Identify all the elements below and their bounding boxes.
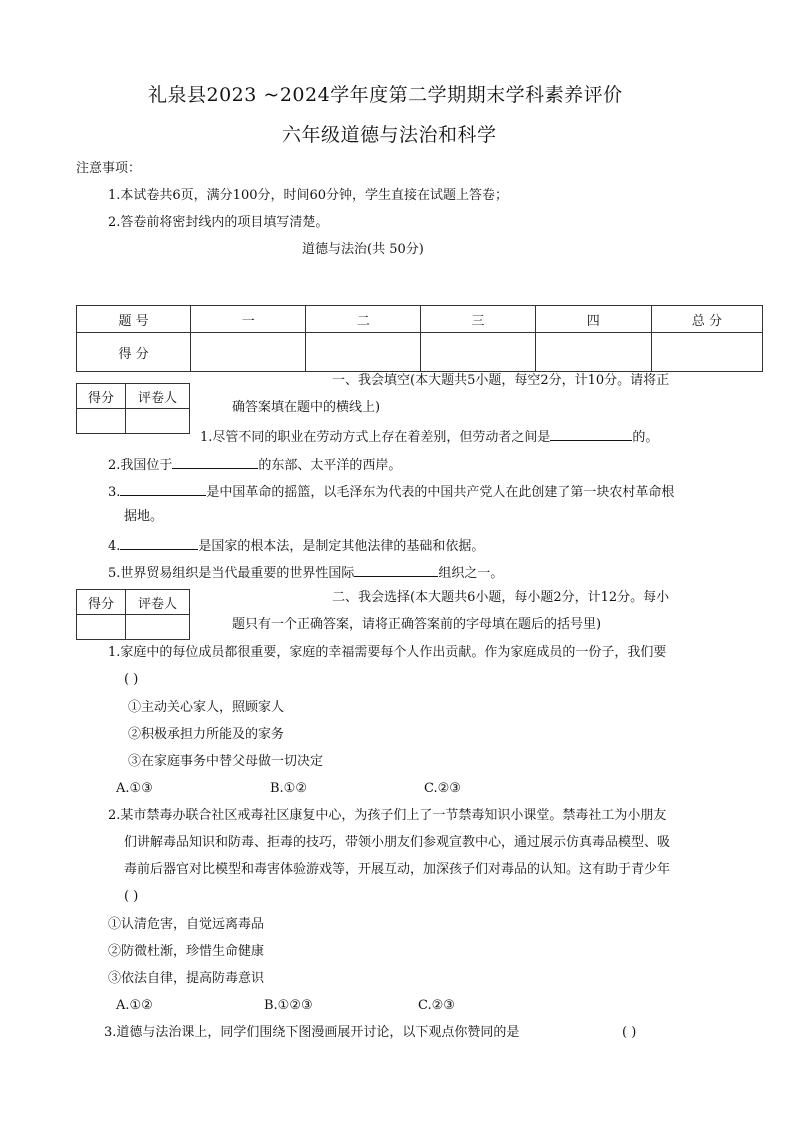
score-cell[interactable] — [306, 333, 421, 372]
part2-q2-option-3: ③依法自律，提高防毒意识 — [108, 971, 265, 986]
part2-q1-stem: 1.家庭中的每位成员都很重要，家庭的幸福需要每个人作出贡献。作为家庭成员的一份子，我们要 — [108, 645, 667, 660]
notes-heading: 注意事项： — [76, 161, 142, 176]
score-table-header-row — [77, 306, 763, 333]
part2-q1-option-3: ③在家庭事务中替父母做一切决定 — [128, 754, 324, 769]
grader-score-label: 得分 — [77, 384, 126, 409]
part1-heading: 一、我会填空(本大题共5小题，每空2分，计10分。请将正 — [332, 373, 670, 388]
part2-heading-cont: 题只有一个正确答案，请将正确答案前的字母填在题后的括号里) — [232, 617, 602, 632]
answer-blank[interactable] — [120, 537, 198, 550]
part2-q2-choice-b: B.①②③ — [264, 998, 313, 1013]
score-cell[interactable] — [421, 333, 535, 372]
grader-score-cell[interactable] — [77, 409, 126, 434]
grader-name-label: 评卷人 — [126, 384, 190, 409]
part1-q3-text: 是中国革命的摇篮，以毛泽东为代表的中国共产党人在此创建了第一块农村革命根 — [206, 485, 675, 500]
part1-q4-num: 4. — [108, 539, 121, 554]
score-header-cell: 四 — [535, 306, 651, 333]
score-cell[interactable] — [535, 333, 651, 372]
part2-q2-stem-2: 们讲解毒品知识和防毒、拒毒的技巧，带领小朋友们参观宣教中心，通过展示仿真毒品模型、吸 — [124, 835, 671, 850]
part1-q2-end: 的东部、太平洋的西岸。 — [258, 458, 402, 473]
score-cell[interactable] — [651, 333, 762, 372]
answer-paren[interactable]: ( ) — [124, 889, 139, 904]
grader-score-label: 得分 — [77, 590, 126, 615]
grader-box-part2 — [76, 589, 190, 640]
answer-blank[interactable] — [120, 483, 206, 496]
part2-heading: 二、我会选择(本大题共6小题，每小题2分，计12分。每小 — [332, 590, 670, 605]
part1-q4 — [108, 537, 484, 553]
score-table-score-row — [77, 333, 763, 372]
part2-q1-option-1: ①主动关心家人，照顾家人 — [128, 700, 285, 715]
part2-q1-choice-c: C.②③ — [424, 781, 461, 796]
score-header-cell: 三 — [421, 306, 535, 333]
grader-score-cell[interactable] — [77, 615, 126, 640]
part1-q3 — [108, 483, 674, 499]
part1-q1-end: 的。 — [632, 430, 659, 445]
grader-name-cell[interactable] — [126, 409, 190, 434]
answer-blank[interactable] — [172, 456, 258, 469]
exam-title: 礼泉县2023 ~2024学年度第二学期期末学科素养评价 — [148, 84, 623, 106]
answer-paren[interactable]: ( ) — [124, 672, 139, 687]
exam-subtitle: 六年级道德与法治和科学 — [282, 124, 497, 146]
grader-name-label: 评卷人 — [126, 590, 190, 615]
score-header-cell: 总 分 — [651, 306, 762, 333]
part1-q4-text: 是国家的根本法，是制定其他法律的基础和依据。 — [198, 539, 485, 554]
score-header-cell: 一 — [191, 306, 306, 333]
part1-q3-num: 3. — [108, 485, 121, 500]
score-header-cell: 题 号 — [77, 306, 191, 333]
part2-q3-stem: 3.道德与法治课上，同学们围绕下图漫画展开讨论，以下观点你赞同的是 — [104, 1025, 520, 1040]
part2-q1-option-2: ②积极承担力所能及的家务 — [128, 727, 285, 742]
part1-q3-cont: 据地。 — [124, 509, 164, 524]
part2-q2-option-1: ①认清危害，自觉远离毒品 — [108, 917, 265, 932]
part1-heading-cont: 确答案填在题中的横线上) — [232, 400, 381, 415]
score-table — [76, 305, 763, 372]
part1-q1-text: 1.尽管不同的职业在劳动方式上存在着差别，但劳动者之间是 — [200, 430, 551, 445]
grader-name-cell[interactable] — [126, 615, 190, 640]
part2-q1-choice-b: B.①② — [270, 781, 307, 796]
score-cell[interactable] — [191, 333, 306, 372]
part2-q2-stem-1: 2.某市禁毒办联合社区戒毒社区康复中心，为孩子们上了一节禁毒知识小课堂。禁毒社工为小朋友 — [108, 808, 667, 823]
score-row-label: 得 分 — [77, 333, 191, 372]
part1-q5-text: 5.世界贸易组织是当代最重要的世界性国际 — [108, 566, 355, 581]
part1-q1 — [200, 428, 658, 444]
part1-q5 — [108, 564, 503, 580]
part2-q2-choice-a: A.①② — [116, 998, 153, 1013]
part2-q1-choice-a: A.①③ — [116, 781, 153, 796]
part1-q2-text: 2.我国位于 — [108, 458, 173, 473]
part1-q2 — [108, 456, 401, 472]
answer-paren[interactable]: ( ) — [622, 1025, 637, 1040]
part1-q5-end: 组织之一。 — [438, 566, 504, 581]
part2-q2-choice-c: C.②③ — [418, 998, 455, 1013]
score-header-cell: 二 — [306, 306, 421, 333]
answer-blank[interactable] — [550, 428, 632, 441]
part2-q2-option-2: ②防微杜渐，珍惜生命健康 — [108, 944, 265, 959]
notes-item-2: 2.答卷前将密封线内的项目填写清楚。 — [108, 215, 329, 230]
grader-box-part1 — [76, 383, 190, 434]
answer-blank[interactable] — [354, 564, 438, 577]
notes-item-1: 1.本试卷共6页，满分100分，时间60分钟，学生直接在试题上答卷； — [108, 188, 509, 203]
part2-q2-stem-3: 毒前后器官对比模型和毒害体验游戏等，开展互动，加深孩子们对毒品的认知。这有助于青少年 — [124, 862, 671, 877]
section-title: 道德与法治(共 50分) — [302, 242, 424, 257]
